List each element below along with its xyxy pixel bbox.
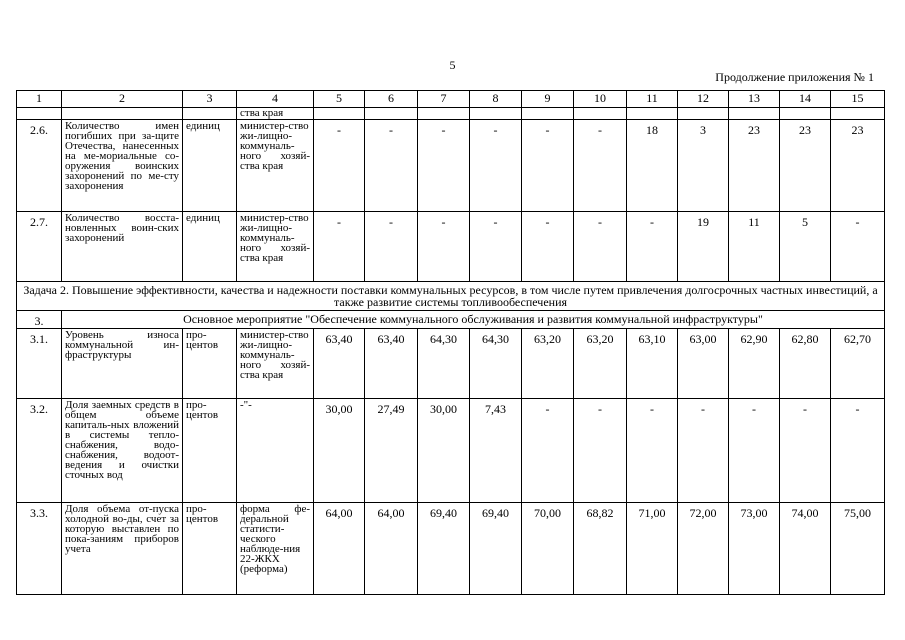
value-cell: 63,20 xyxy=(522,329,574,399)
value-cell: - xyxy=(314,212,365,282)
value-cell: - xyxy=(574,399,627,503)
source-cell: министер-ство жи-лищно-коммуналь-ного хозяй-ства края xyxy=(237,120,314,212)
row-number: 3.2. xyxy=(17,399,62,503)
table-row xyxy=(17,329,885,399)
value-cell: 63,10 xyxy=(627,329,678,399)
unit-cell: единиц xyxy=(183,120,237,212)
value-cell: 30,00 xyxy=(418,399,470,503)
continuation-label: Продолжение приложения № 1 xyxy=(715,70,874,84)
value-cell: 5 xyxy=(780,212,831,282)
source-cell: министер-ство жи-лищно-коммуналь-ного хозяй-ства края xyxy=(237,212,314,282)
header-cell: 7 xyxy=(418,91,470,108)
source-cell: -"- xyxy=(237,399,314,503)
value-cell: - xyxy=(678,399,729,503)
row-number: 2.7. xyxy=(17,212,62,282)
value-cell: - xyxy=(729,399,780,503)
unit-cell: про-центов xyxy=(183,503,237,595)
task-row xyxy=(17,282,885,311)
header-cell: 13 xyxy=(729,91,780,108)
value-cell: - xyxy=(470,212,522,282)
value-cell: 70,00 xyxy=(522,503,574,595)
value-cell: 64,00 xyxy=(365,503,418,595)
carryover-row xyxy=(17,108,885,120)
unit-cell: про-центов xyxy=(183,399,237,503)
table-row xyxy=(17,399,885,503)
header-cell: 1 xyxy=(17,91,62,108)
value-cell: - xyxy=(365,120,418,212)
table-row xyxy=(17,212,885,282)
value-cell: - xyxy=(522,120,574,212)
measure-row xyxy=(17,311,885,329)
value-cell: 64,30 xyxy=(470,329,522,399)
header-cell: 9 xyxy=(522,91,574,108)
value-cell: - xyxy=(314,120,365,212)
value-cell: 68,82 xyxy=(574,503,627,595)
value-cell: - xyxy=(418,212,470,282)
header-cell: 3 xyxy=(183,91,237,108)
measure-number: 3. xyxy=(17,311,62,329)
value-cell: 23 xyxy=(729,120,780,212)
value-cell: - xyxy=(831,212,885,282)
value-cell: 63,20 xyxy=(574,329,627,399)
value-cell: 69,40 xyxy=(470,503,522,595)
carryover-source: ства края xyxy=(237,108,314,120)
value-cell: 62,70 xyxy=(831,329,885,399)
value-cell: 64,00 xyxy=(314,503,365,595)
header-cell: 11 xyxy=(627,91,678,108)
value-cell: 64,30 xyxy=(418,329,470,399)
value-cell: 73,00 xyxy=(729,503,780,595)
value-cell: - xyxy=(522,399,574,503)
table-row xyxy=(17,503,885,595)
value-cell: - xyxy=(365,212,418,282)
indicator-name: Количество восста-новленных воин-ских захоронений xyxy=(62,212,183,282)
unit-cell: единиц xyxy=(183,212,237,282)
value-cell: 30,00 xyxy=(314,399,365,503)
table-row xyxy=(17,120,885,212)
header-cell: 8 xyxy=(470,91,522,108)
value-cell: - xyxy=(574,212,627,282)
value-cell: 63,00 xyxy=(678,329,729,399)
header-cell: 12 xyxy=(678,91,729,108)
row-number: 3.3. xyxy=(17,503,62,595)
header-cell: 10 xyxy=(574,91,627,108)
value-cell: - xyxy=(418,120,470,212)
value-cell: 62,80 xyxy=(780,329,831,399)
value-cell: 69,40 xyxy=(418,503,470,595)
header-cell: 15 xyxy=(831,91,885,108)
source-cell: форма фе-деральной статисти-ческого наблюде-ния 22-ЖКХ (реформа) xyxy=(237,503,314,595)
page-number: 5 xyxy=(449,58,456,72)
source-cell: министер-ство жи-лищно-коммуналь-ного хозяй-ства края xyxy=(237,329,314,399)
row-number: 2.6. xyxy=(17,120,62,212)
header-cell: 6 xyxy=(365,91,418,108)
header-cell: 5 xyxy=(314,91,365,108)
value-cell: - xyxy=(780,399,831,503)
header-cell: 14 xyxy=(780,91,831,108)
value-cell: - xyxy=(627,212,678,282)
header-cell: 2 xyxy=(62,91,183,108)
value-cell: 72,00 xyxy=(678,503,729,595)
indicators-table xyxy=(16,90,885,595)
value-cell: 71,00 xyxy=(627,503,678,595)
value-cell: 23 xyxy=(831,120,885,212)
indicator-name: Количество имен погибших при за-щите Отечества, нанесенных на ме-мориальные со-оружения воинских захоронений по ме-сту захоронения xyxy=(62,120,183,212)
value-cell: 18 xyxy=(627,120,678,212)
value-cell: - xyxy=(574,120,627,212)
header-row xyxy=(17,91,885,108)
task-text: Задача 2. Повышение эффективности, качества и надежности поставки коммунальных ресурсов, в том числе путем привлечения долгосрочных частных инвестиций, а также развитие системы топливообеспечения xyxy=(17,282,885,311)
row-number: 3.1. xyxy=(17,329,62,399)
value-cell: 62,90 xyxy=(729,329,780,399)
value-cell: 11 xyxy=(729,212,780,282)
indicator-name: Доля заемных средств в общем объеме капиталь-ных вложений в системы тепло-снабжения, водо-снабжения, водоот-ведения и очистки сточных вод xyxy=(62,399,183,503)
value-cell: 23 xyxy=(780,120,831,212)
value-cell: - xyxy=(627,399,678,503)
value-cell: - xyxy=(470,120,522,212)
value-cell: 75,00 xyxy=(831,503,885,595)
value-cell: 63,40 xyxy=(365,329,418,399)
value-cell: 19 xyxy=(678,212,729,282)
value-cell: - xyxy=(831,399,885,503)
measure-text: Основное мероприятие "Обеспечение коммунального обслуживания и развития коммунальной инфраструктуры" xyxy=(62,311,885,329)
value-cell: 63,40 xyxy=(314,329,365,399)
value-cell: - xyxy=(522,212,574,282)
unit-cell: про-центов xyxy=(183,329,237,399)
header-cell: 4 xyxy=(237,91,314,108)
indicator-name: Уровень износа коммунальной ин-фраструктуры xyxy=(62,329,183,399)
indicator-name: Доля объема от-пуска холодной во-ды, счет за которую выставлен по пока-заниям приборов учета xyxy=(62,503,183,595)
value-cell: 3 xyxy=(678,120,729,212)
value-cell: 74,00 xyxy=(780,503,831,595)
value-cell: 7,43 xyxy=(470,399,522,503)
value-cell: 27,49 xyxy=(365,399,418,503)
